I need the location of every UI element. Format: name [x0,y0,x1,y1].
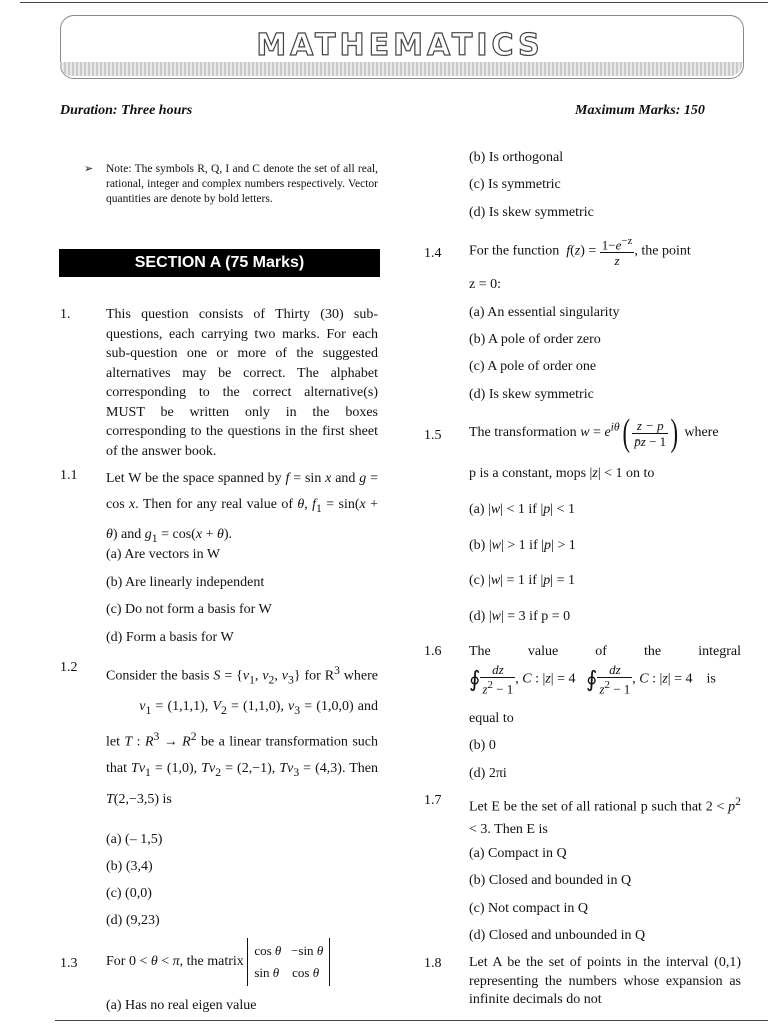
integral-expression: ∮ $\frac{dz}{z^2 - 1}$ , C : |z| = 4 ∮ $\frac{dz}{z^2 - 1}$ , C : |z| = 4 is [469,662,716,697]
bottom-rule [55,1020,768,1021]
page-title: MATHEMATICS [256,28,544,63]
option: (c) Do not form a basis for W [106,602,272,617]
max-marks: Maximum Marks: 150 [575,103,705,118]
option: (b) (3,4) [106,859,153,874]
question-number: 1.7 [424,793,442,808]
text: p is a constant, mops |z| < 1 on to [469,466,655,481]
question-text: Let A be the set of points in the interval (0,1) representing the numbers whose expansion as infinite decimals do not [469,955,741,1007]
option: (c) Not compact in Q [469,901,588,916]
question-text: Consider the basis $S = \{v_1$, $v_2$, $v_3$} for $R^3$ where $v_1 = (1,1,1)$, $V_2 = (1,1,0)$, $v_3 = (1,0,0)$ and let T : $R^3 \to R^2$ be a linear transformation such that $Tv_1 = (1,0)$, $Tv_2 = (2,-1)$, $Tv_3 = (4,3)$. Then T(2,−3,5) is [106,664,379,807]
question-text: For 0 < θ < π, the matrix cos θ −sin θ sin θ cos θ [106,938,378,986]
option: (a) Has no real eigen value [106,998,257,1013]
question-number: 1. [60,307,71,322]
option: (c) A pole of order one [469,359,597,374]
option: (b) 0 [469,738,496,753]
option: (b) Closed and bounded in Q [469,873,632,888]
option: (d) |w| = 3 if p = 0 [469,609,571,624]
note-bullet-icon: ➢ [84,163,94,175]
question-number: 1.2 [60,660,78,675]
option: (a) Are vectors in W [106,547,221,562]
option: (d) Form a basis for W [106,630,234,645]
option: (b) Is orthogonal [469,150,564,165]
question-number: 1.6 [424,644,442,659]
section-title: SECTION A (75 Marks) [59,249,380,277]
option: (a) An essential singularity [469,305,620,320]
question-number: 1.3 [60,956,78,971]
question-text: Let W be the space spanned by f = sin x and g = cos x. Then for any real value of θ, $f_1 = \sin(x + \theta)$ and $g_1 = \cos(x + \theta)$. [106,471,378,545]
option: (a) (– 1,5) [106,832,163,847]
question-text: Let E be the set of all rational p such that $2 < p^2 < 3$. Then E is [469,795,741,837]
note-text: Note: The symbols R, Q, I and C denote the set of all real, rational, integer and complex numbers respectively. Vector quantities are denote by bold letters. [106,163,378,205]
option: (b) Are linearly independent [106,575,265,590]
question-text: This question consists of Thirty (30) sub-questions, each carrying two marks. For each sub-question one or more of the suggested alternatives may be correct. The alphabet corresponding to the correct alternative(s) MUST be written only in the boxes corresponding to the questions in the first sheet of the answer book. [106,307,378,459]
banner-shadow [60,62,742,76]
option: (c) Is symmetric [469,177,561,192]
option: (d) (9,23) [106,913,160,928]
question-number: 1.8 [424,956,442,971]
option: (a) Compact in Q [469,846,567,861]
option: (d) Is skew symmetric [469,205,594,220]
question-text: For the function f(z) = $\frac{1-e^{-z}}{z}$ , the point [469,235,691,269]
option: (d) Is skew symmetric [469,387,594,402]
option: (d) 2πi [469,766,507,781]
option: (c) (0,0) [106,886,152,901]
option: (a) |w| < 1 if |p| < 1 [469,502,575,517]
option: (d) Closed and unbounded in Q [469,928,646,943]
question-text: The transformation $w = e^{i\theta}$( $\frac{z - p}{p̄z - 1}$ ) where [469,412,719,454]
option: (b) A pole of order zero [469,332,601,347]
top-rule [20,2,768,3]
text: z = 0: [469,277,501,292]
text: equal to [469,711,514,726]
question-number: 1.5 [424,428,442,443]
option: (c) |w| = 1 if |p| = 1 [469,573,575,588]
duration: Duration: Three hours [60,103,193,118]
option: (b) |w| > 1 if |p| > 1 [469,538,576,553]
question-number: 1.4 [424,246,442,261]
question-text: The value of the integral [469,644,741,659]
question-number: 1.1 [60,468,78,483]
